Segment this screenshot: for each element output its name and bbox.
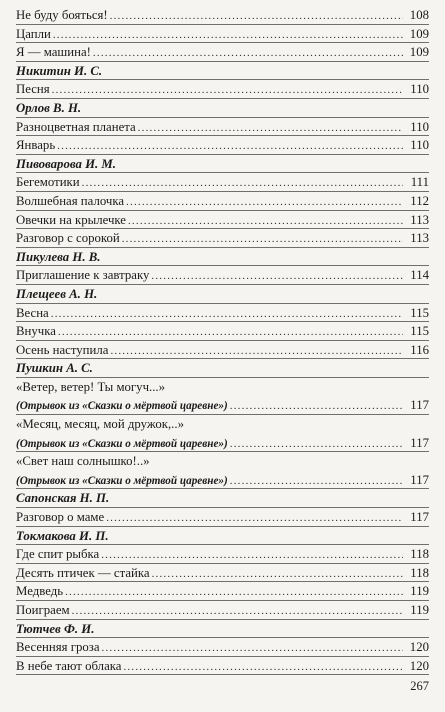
entry-page: 110 xyxy=(410,82,429,97)
entry-page: 108 xyxy=(409,8,429,22)
entry-title: Волшебная палочка xyxy=(16,193,125,208)
entry-page: 111 xyxy=(410,175,429,190)
dot-leader xyxy=(53,26,403,44)
dot-leader xyxy=(110,7,403,25)
entry-title: Весенняя гроза xyxy=(16,640,100,655)
toc-note-row xyxy=(16,471,429,490)
entry-page: 120 xyxy=(409,640,429,655)
toc-author xyxy=(16,155,429,174)
toc-author xyxy=(16,285,429,304)
toc-note-row xyxy=(16,396,429,415)
dot-leader xyxy=(58,323,403,341)
toc-entry xyxy=(16,508,429,527)
toc-entry xyxy=(16,6,429,25)
toc-entry xyxy=(16,173,429,192)
toc-quote-title xyxy=(16,378,429,397)
entry-title: Внучка xyxy=(16,324,56,339)
entry-page: 117 xyxy=(410,510,429,525)
entry-title: Январь xyxy=(16,138,56,153)
entry-page: 119 xyxy=(410,584,429,599)
entry-title: Весна xyxy=(16,305,49,320)
author-name: Пикулева Н. В. xyxy=(16,249,101,264)
entry-page: 115 xyxy=(410,324,429,339)
author-name: Пивоварова И. М. xyxy=(16,156,117,171)
dot-leader xyxy=(93,44,403,62)
entry-title: В небе тают облака xyxy=(16,658,122,673)
entry-title: Где спит рыбка xyxy=(16,547,100,562)
entry-title: Бегемотики xyxy=(16,175,80,190)
entry-title: «Свет наш солнышко!..» xyxy=(16,454,150,469)
toc-entry xyxy=(16,118,429,137)
author-name: Сапонская Н. П. xyxy=(16,491,110,506)
entry-title: Цапли xyxy=(16,26,51,41)
entry-page: 114 xyxy=(410,268,429,283)
toc-author xyxy=(16,99,429,118)
toc-author xyxy=(16,62,429,81)
toc-entry xyxy=(16,229,429,248)
dot-leader xyxy=(230,472,403,490)
toc-author xyxy=(16,359,429,378)
entry-title: Разноцветная планета xyxy=(16,119,136,134)
entry-title: Десять птичек — стайка xyxy=(16,565,150,580)
toc-author xyxy=(16,527,429,546)
dot-leader xyxy=(51,305,403,323)
entry-page: 119 xyxy=(410,603,429,617)
toc-author xyxy=(16,620,429,639)
toc-entry xyxy=(16,192,429,211)
dot-leader xyxy=(230,435,403,453)
toc-note-row xyxy=(16,434,429,453)
dot-leader xyxy=(128,212,403,230)
toc-author xyxy=(16,489,429,508)
entry-page: 117 xyxy=(410,472,429,487)
toc-entry xyxy=(16,80,429,99)
toc-entry xyxy=(16,322,429,341)
dot-leader xyxy=(122,230,403,248)
toc-entry xyxy=(16,211,429,230)
toc-quote-title xyxy=(16,415,429,434)
entry-page: 109 xyxy=(409,26,429,41)
entry-page: 118 xyxy=(410,547,429,562)
entry-title: «Месяц, месяц, мой дружок,..» xyxy=(16,417,184,432)
dot-leader xyxy=(106,509,403,527)
dot-leader xyxy=(82,174,403,192)
dot-leader xyxy=(123,658,403,676)
toc-entry xyxy=(16,582,429,601)
toc-entry xyxy=(16,136,429,155)
entry-page: 116 xyxy=(410,342,429,357)
entry-page: 109 xyxy=(409,45,429,60)
toc-entry xyxy=(16,601,429,620)
entry-title: Поиграем xyxy=(16,603,70,617)
toc-entry xyxy=(16,304,429,323)
dot-leader xyxy=(126,193,403,211)
dot-leader xyxy=(110,342,403,360)
entry-page: 113 xyxy=(410,212,429,227)
entry-note: (Отрывок из «Сказки о мёртвой царевне») xyxy=(16,400,228,413)
toc-entry xyxy=(16,657,429,676)
entry-title: Медведь xyxy=(16,584,64,599)
entry-page: 117 xyxy=(410,435,429,450)
toc-author xyxy=(16,248,429,267)
toc-quote-title xyxy=(16,452,429,471)
dot-leader xyxy=(57,137,403,155)
entry-title: Овечки на крылечке xyxy=(16,212,126,227)
dot-leader xyxy=(138,119,403,137)
author-name: Тютчев Ф. И. xyxy=(16,621,95,636)
entry-page: 113 xyxy=(410,231,429,246)
dot-leader xyxy=(102,639,404,657)
dot-leader xyxy=(65,583,403,601)
entry-page: 110 xyxy=(410,138,429,153)
toc-entry xyxy=(16,266,429,285)
dot-leader xyxy=(52,81,403,99)
entry-page: 115 xyxy=(410,305,429,320)
entry-title: Разговор о маме xyxy=(16,510,105,525)
author-name: Орлов В. Н. xyxy=(16,100,82,115)
dot-leader xyxy=(72,602,403,620)
toc-entry xyxy=(16,341,429,360)
entry-page: 120 xyxy=(409,658,429,673)
entry-page: 118 xyxy=(410,565,429,580)
author-name: Плещеев А. Н. xyxy=(16,286,98,301)
table-of-contents xyxy=(16,6,429,675)
dot-leader xyxy=(230,397,403,415)
toc-entry xyxy=(16,638,429,657)
entry-title: Я — машина! xyxy=(16,45,91,60)
entry-page: 117 xyxy=(410,398,429,413)
dot-leader xyxy=(151,267,403,285)
entry-title: Осень наступила xyxy=(16,342,109,357)
toc-entry xyxy=(16,43,429,62)
author-name: Токмакова И. П. xyxy=(16,528,109,543)
author-name: Пушкин А. С. xyxy=(16,361,93,376)
toc-entry xyxy=(16,564,429,583)
entry-page: 110 xyxy=(410,119,429,134)
entry-title: «Ветер, ветер! Ты могуч...» xyxy=(16,379,166,394)
toc-entry xyxy=(16,25,429,44)
entry-page: 112 xyxy=(410,193,429,208)
entry-title: Приглашение к завтраку xyxy=(16,268,150,283)
entry-note: (Отрывок из «Сказки о мёртвой царевне») xyxy=(16,437,228,450)
dot-leader xyxy=(152,565,403,583)
dot-leader xyxy=(101,546,403,564)
entry-note: (Отрывок из «Сказки о мёртвой царевне») xyxy=(16,474,228,487)
entry-title: Песня xyxy=(16,82,50,97)
page-number: 267 xyxy=(410,679,429,693)
entry-title: Разговор с сорокой xyxy=(16,231,120,246)
entry-title: Не буду бояться! xyxy=(16,8,108,22)
toc-entry xyxy=(16,545,429,564)
author-name: Никитин И. С. xyxy=(16,63,103,78)
